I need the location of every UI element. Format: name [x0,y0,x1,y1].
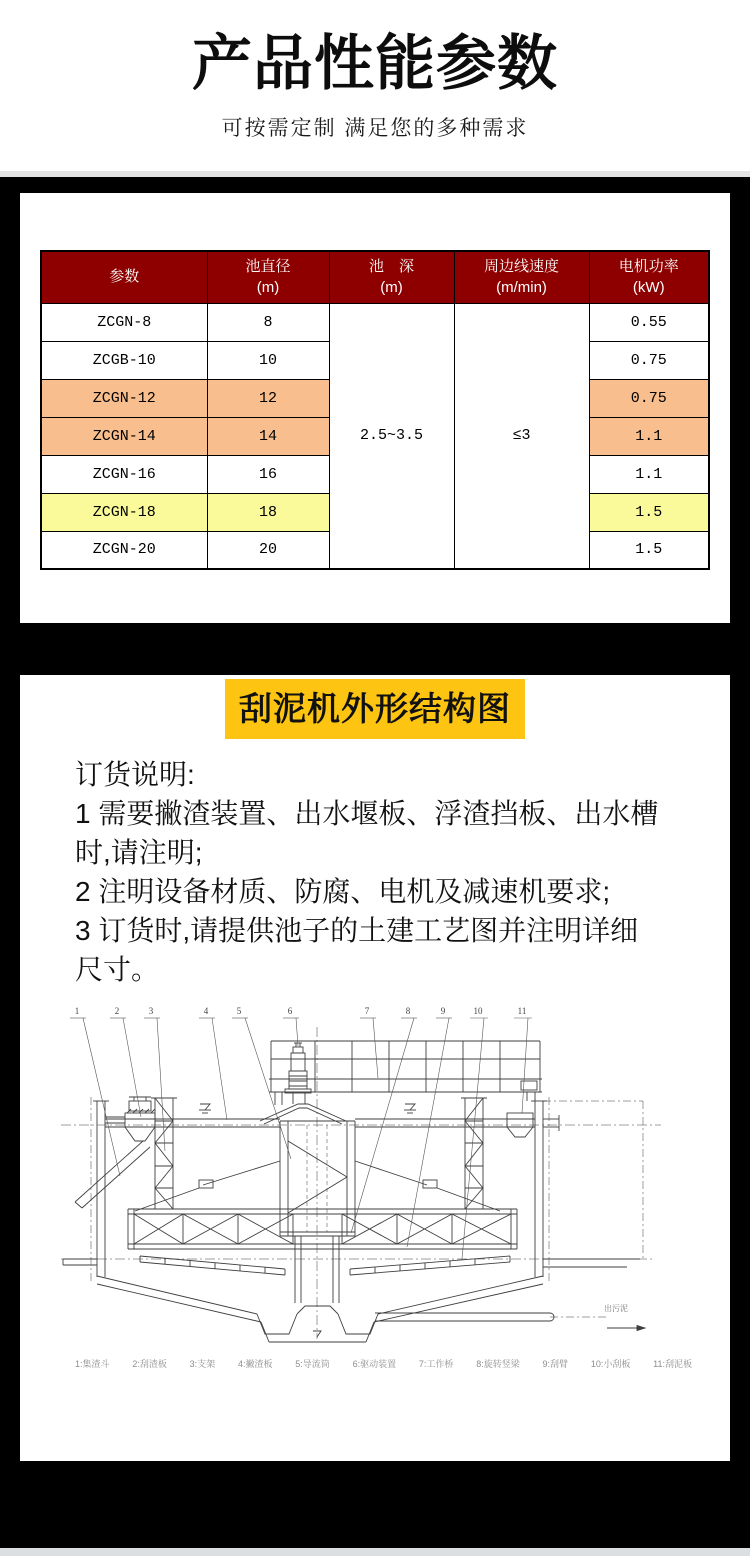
cell-model: ZCGN-12 [41,379,207,417]
sludge-outlet-label: 出污泥 [604,1304,628,1313]
cell-diameter: 18 [207,493,329,531]
flow-guide-cylinder [260,1093,355,1303]
legend-item-8: 8:旋转竖梁 [476,1359,520,1369]
callout-3: 3 [148,1006,154,1016]
spec-table-header [41,251,709,303]
page-bottom-strip [0,1548,750,1556]
callout-2: 2 [114,1006,120,1016]
callout-9: 9 [440,1006,446,1016]
cell-model: ZCGN-8 [41,303,207,341]
legend-item-9: 9:刮臂 [542,1359,569,1369]
cell-model: ZCGN-20 [41,531,207,569]
cell-depth-merged: 2.5~3.5 [329,303,454,569]
order-note-line-2: 时,请注明; [75,837,203,868]
cell-power: 0.75 [589,341,709,379]
col-header-3: 周边线速度 (m/min) [454,251,589,303]
legend-item-11: 11:刮泥板 [653,1359,692,1369]
cell-power: 0.75 [589,379,709,417]
cell-model: ZCGN-16 [41,455,207,493]
legend-item-1: 1:集渣斗 [75,1359,110,1369]
cell-diameter: 8 [207,303,329,341]
legend-item-5: 5:导流筒 [295,1359,330,1369]
structure-diagram-wrap [55,1001,730,1351]
order-note-line-1: 1 需要撇渣装置、出水堰板、浮渣挡板、出水槽 [75,798,659,829]
col-header-0: 参数 [41,251,207,303]
col-header-1: 池直径 (m) [207,251,329,303]
support-frame [151,1098,487,1209]
callout-4: 4 [203,1006,209,1016]
table-row [41,303,709,341]
cell-model: ZCGB-10 [41,341,207,379]
legend-item-6: 6:驱动装置 [352,1359,397,1369]
spec-table [40,250,710,570]
scum-hopper [75,1097,155,1208]
rotating-truss [128,1209,517,1249]
legend-item-2: 2:刮渣板 [132,1359,167,1369]
cell-power: 1.5 [589,531,709,569]
cell-model: ZCGN-18 [41,493,207,531]
structure-panel [0,649,750,1548]
legend-item-10: 10:小刮板 [590,1359,631,1369]
callout-numbers [75,1006,527,1016]
cell-diameter: 10 [207,341,329,379]
order-notes [75,755,730,989]
diagram-legend [75,1357,692,1370]
callout-8: 8 [405,1006,411,1016]
page-subtitle: 可按需定制 满足您的多种需求 [221,117,529,140]
callout-7: 7 [364,1006,370,1016]
structure-diagram [55,1001,700,1346]
cell-diameter: 20 [207,531,329,569]
sludge-pipe [375,1313,645,1331]
cell-power: 1.1 [589,455,709,493]
legend-item-4: 4:撇渣板 [237,1359,273,1369]
order-note-line-3: 2 注明设备材质、防腐、电机及减速机要求; [75,876,611,907]
callout-1: 1 [74,1006,80,1016]
legend-item-3: 3:支架 [189,1359,216,1369]
cell-diameter: 14 [207,417,329,455]
cell-speed-merged: ≤3 [454,303,589,569]
cell-model: ZCGN-14 [41,417,207,455]
structure-banner: 刮泥机外形结构图 [225,679,525,739]
cell-diameter: 12 [207,379,329,417]
tie-rods [135,1161,500,1211]
tank-floor [63,1259,640,1342]
cell-power: 1.5 [589,493,709,531]
drive-unit [285,1043,311,1093]
order-note-line-0: 订货说明: [75,759,195,790]
col-header-4: 电机功率 (kW) [589,251,709,303]
spec-panel [0,177,750,649]
tank-walls [91,1097,643,1281]
page-title: 产品性能参数 [192,30,558,97]
callout-11: 11 [517,1006,527,1016]
callout-6: 6 [287,1006,293,1016]
work-bridge [269,1041,542,1105]
cell-diameter: 16 [207,455,329,493]
order-note-line-4: 3 订货时,请提供池子的土建工艺图并注明详细 [75,915,639,946]
cell-power: 1.1 [589,417,709,455]
callout-5: 5 [236,1006,242,1016]
legend-item-7: 7:工作桥 [418,1359,454,1369]
order-note-line-5: 尺寸。 [75,954,160,985]
col-header-2: 池 深 (m) [329,251,454,303]
callout-10: 10 [473,1006,483,1016]
hero-header [0,0,750,171]
cell-power: 0.55 [589,303,709,341]
